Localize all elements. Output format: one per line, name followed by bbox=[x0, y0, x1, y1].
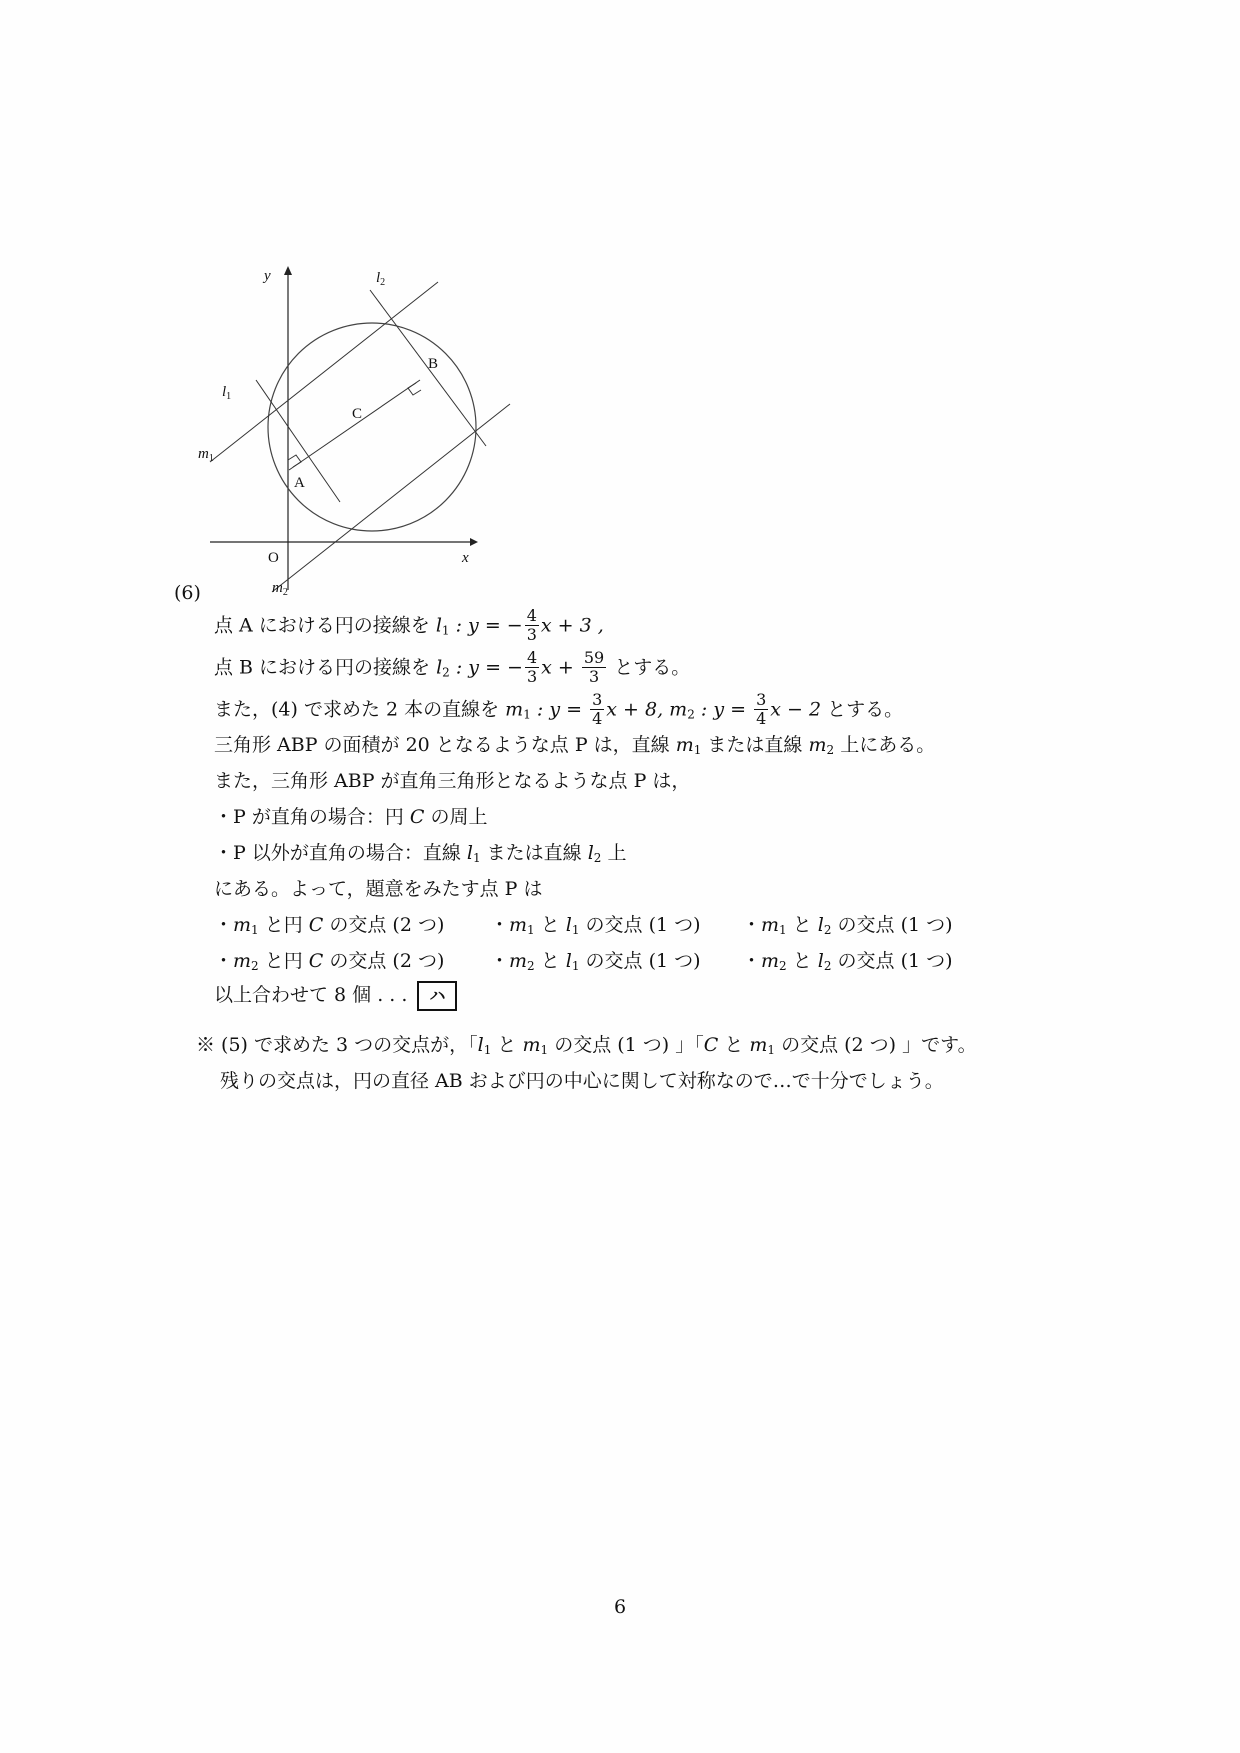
text: の周上 bbox=[424, 806, 488, 828]
total-line bbox=[214, 980, 457, 1011]
case-p-right-angle bbox=[214, 802, 487, 829]
note-line-2: 残りの交点は，円の直径 AB および円の中心に関して対称なので…で十分でしょう。 bbox=[220, 1070, 944, 1092]
text: また，(4) で求めた 2 本の直線を bbox=[214, 698, 506, 721]
subscript: 1 bbox=[693, 743, 702, 757]
right-angle-mark-b bbox=[408, 383, 421, 395]
text: また，三角形 ABP が直角三角形となるような点 P は， bbox=[214, 770, 691, 792]
symbol-c: C bbox=[409, 806, 425, 828]
equation-part: x − 2 bbox=[770, 698, 822, 721]
symbol-m: m bbox=[808, 734, 827, 756]
equation-part: : y = bbox=[700, 698, 753, 721]
symbol-l: l bbox=[436, 656, 443, 679]
subscript: 2 bbox=[687, 707, 695, 722]
text: 三角形 ABP の面積が 20 となるような点 P は，直線 bbox=[214, 734, 676, 756]
fraction bbox=[525, 607, 539, 644]
text: とする。 bbox=[608, 656, 691, 679]
m1-circle-intersection: ・$m_1$ と円 C の交点 (2 つ) bbox=[214, 914, 445, 937]
subscript: 2 bbox=[442, 665, 450, 680]
m2-circle-intersection: ・$m_2$ と円 C の交点 (2 つ) bbox=[214, 950, 445, 973]
label-l1: $l_1$ bbox=[222, 384, 232, 402]
text: ・P が直角の場合：円 bbox=[214, 806, 410, 828]
text: 上にある。 bbox=[834, 734, 936, 756]
equation-part: x + 3 , bbox=[540, 614, 604, 637]
line-m1 bbox=[210, 282, 438, 462]
right-triangle-intro bbox=[214, 766, 690, 793]
y-axis-label: y bbox=[264, 268, 271, 284]
symbol-l: l bbox=[435, 614, 442, 637]
symbol-m: m bbox=[669, 698, 688, 721]
section-number: (6) bbox=[174, 582, 201, 604]
case-other-right-angle bbox=[214, 838, 626, 865]
fraction bbox=[525, 649, 539, 686]
text: または直線 bbox=[701, 734, 809, 756]
label-l2: $l_2$ bbox=[376, 270, 386, 288]
fraction bbox=[754, 691, 768, 728]
symbol-l: l bbox=[466, 842, 473, 864]
label-m2: $m_2$ bbox=[272, 580, 288, 598]
text: 上 bbox=[601, 842, 627, 864]
therefore-line bbox=[214, 874, 542, 901]
m-lines-definition bbox=[214, 692, 903, 729]
page-number: 6 bbox=[613, 1596, 627, 1618]
right-angle-mark-a bbox=[288, 455, 301, 467]
numerator: 4 bbox=[526, 606, 537, 625]
symbol-l: l bbox=[587, 842, 594, 864]
denominator: 4 bbox=[592, 709, 603, 728]
symbol-m: m bbox=[505, 698, 524, 721]
answer-box: ハ bbox=[417, 981, 457, 1011]
tangent-l2-line bbox=[214, 650, 690, 687]
equation-part: : y = − bbox=[455, 614, 523, 637]
y-axis-arrow bbox=[284, 266, 292, 275]
center-label: C bbox=[352, 406, 363, 422]
x-axis-label: x bbox=[462, 550, 469, 566]
subscript: 2 bbox=[593, 851, 602, 865]
equation-part: : y = − bbox=[455, 656, 523, 679]
equation-part: x + 8, bbox=[606, 698, 670, 721]
denominator: 3 bbox=[526, 625, 537, 644]
tangent-l1-line bbox=[214, 608, 604, 645]
numerator: 3 bbox=[592, 690, 603, 709]
circle-c bbox=[268, 323, 476, 531]
denominator: 3 bbox=[526, 667, 538, 686]
point-b-label: B bbox=[428, 356, 439, 372]
label-m1: $m_1$ bbox=[198, 446, 214, 464]
origin-label: O bbox=[268, 550, 279, 566]
numerator: 59 bbox=[583, 648, 605, 667]
subscript: 1 bbox=[523, 707, 531, 722]
subscript: 2 bbox=[826, 743, 835, 757]
figure-diagram bbox=[180, 262, 540, 610]
intersections-row-m1 bbox=[214, 910, 953, 937]
m1-l2-intersection: ・$m_1$ と $l_2$ の交点 (1 つ) bbox=[742, 914, 953, 937]
diameter-ab bbox=[289, 380, 420, 470]
fraction bbox=[582, 649, 606, 686]
symbol-m: m bbox=[675, 734, 694, 756]
subscript: 1 bbox=[472, 851, 481, 865]
geometry-figure bbox=[180, 262, 540, 610]
text: とする。 bbox=[821, 698, 904, 721]
note-line-1: ※ (5) で求めた 3 つの交点が，「$l_1$ と $m_1$ の交点 (1 つ) 」「C と $m_1$ の交点 (2 つ) 」です。 bbox=[196, 1034, 977, 1057]
numerator: 3 bbox=[756, 690, 767, 709]
total-text: 以上合わせて 8 個 . . . bbox=[214, 984, 408, 1006]
equation-part: x + bbox=[541, 656, 574, 679]
text: 点 A における円の接線を bbox=[214, 614, 436, 637]
intersections-row-m2 bbox=[214, 946, 953, 973]
text: または直線 bbox=[480, 842, 588, 864]
denominator: 4 bbox=[756, 709, 767, 728]
denominator: 3 bbox=[588, 667, 600, 686]
text: ・P 以外が直角の場合：直線 bbox=[214, 842, 467, 864]
numerator: 4 bbox=[526, 648, 538, 667]
subscript: 1 bbox=[441, 623, 450, 638]
text: 点 B における円の接線を bbox=[214, 656, 437, 679]
m2-l1-intersection: ・$m_2$ と $l_1$ の交点 (1 つ) bbox=[490, 950, 701, 973]
line-m2 bbox=[272, 404, 510, 592]
area-condition-line bbox=[214, 730, 935, 757]
fraction bbox=[590, 691, 604, 728]
m2-l2-intersection: ・$m_2$ と $l_2$ の交点 (1 つ) bbox=[742, 950, 953, 973]
point-a-label: A bbox=[294, 475, 305, 491]
text: にある。よって，題意をみたす点 P は bbox=[214, 878, 543, 900]
note bbox=[196, 1030, 977, 1092]
equation-part: : y = bbox=[536, 698, 589, 721]
x-axis-arrow bbox=[470, 538, 478, 546]
m1-l1-intersection: ・$m_1$ と $l_1$ の交点 (1 つ) bbox=[490, 914, 701, 937]
